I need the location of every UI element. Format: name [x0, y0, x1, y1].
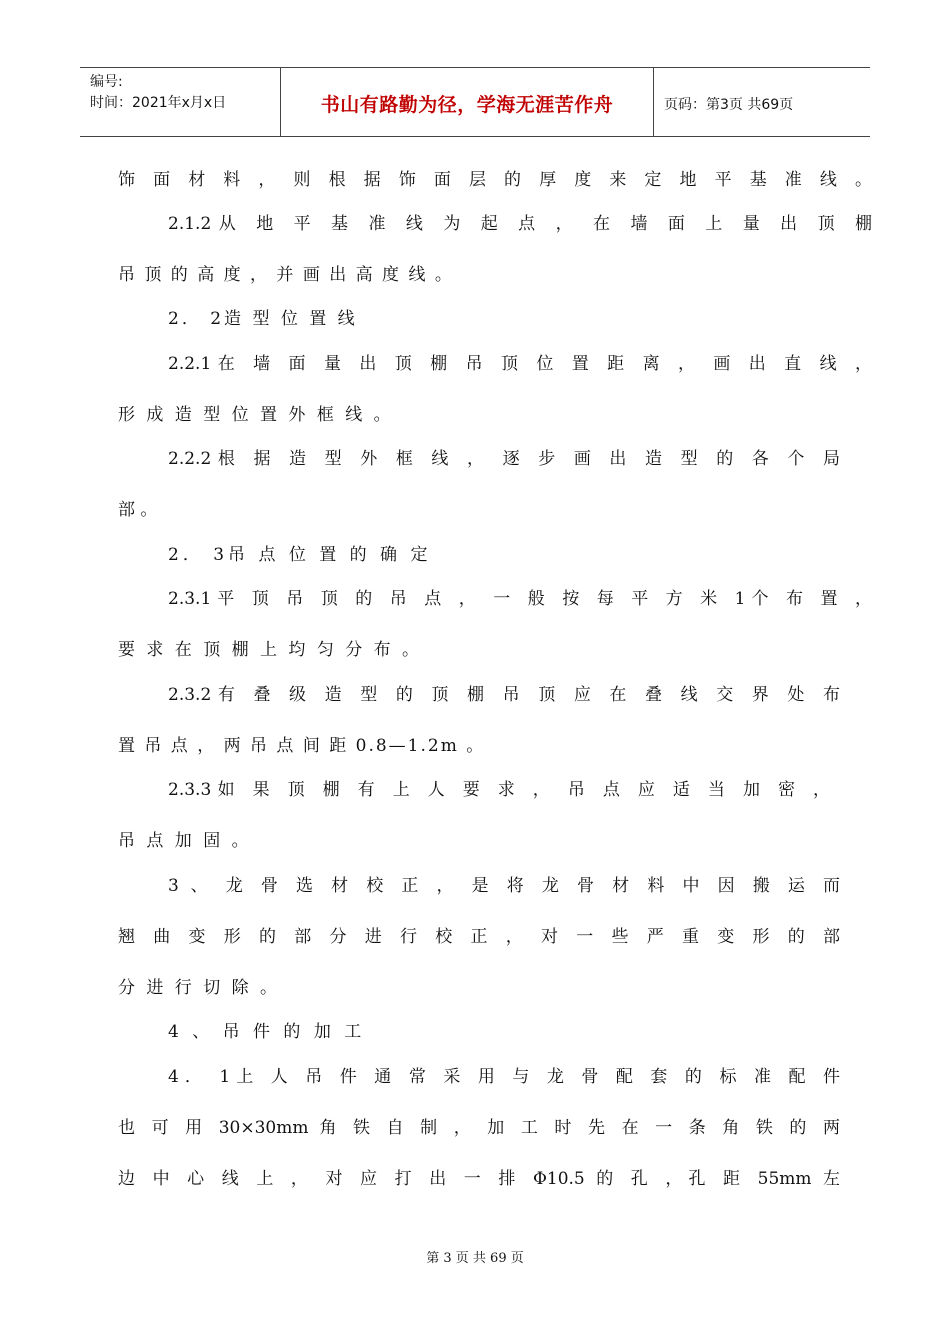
page-footer: 第 3 页 共 69 页	[426, 1251, 524, 1266]
body-line: 边 中 心 线 上 ， 对 应 打 出 一 排 Φ10.5 的 孔 ，孔 距 55mm 左	[118, 1169, 840, 1189]
header-page-info: 页码：第3页 共69页	[664, 97, 794, 113]
body-line: 2.2.1在 墙 面 量 出 顶 棚 吊 顶 位 置 距 离 ， 画 出 直 线 ，	[168, 354, 872, 374]
section-heading: 2． 3吊 点 位 置 的 确 定	[168, 545, 432, 565]
body-line: 置 吊 点 ， 两 吊 点 间 距 0.8—1.2m 。	[118, 736, 486, 756]
header-right-cell	[654, 68, 870, 136]
header-motto: 书山有路勤为径，学海无涯苦作舟	[320, 94, 614, 116]
body-line: 4． 1上 人 吊 件 通 常 采 用 与 龙 骨 配 套 的 标 准 配 件	[168, 1067, 840, 1087]
body-line: 饰 面 材 料 ， 则 根 据 饰 面 层 的 厚 度 来 定 地 平 基 准 线 。	[118, 170, 872, 190]
body-line: 2.3.3如 果 顶 棚 有 上 人 要 求 ， 吊 点 应 适 当 加 密 ，	[168, 780, 830, 800]
document-date-label: 时间：2021年x月x日	[90, 95, 227, 111]
document-number-label: 编号:	[90, 74, 123, 90]
header-left-cell	[80, 68, 281, 136]
page-header	[80, 67, 870, 137]
body-line: 2.3.2有 叠 级 造 型 的 顶 棚 吊 顶 应 在 叠 线 交 界 处 布	[168, 685, 840, 705]
body-line: 翘 曲 变 形 的 部 分 进 行 校 正 ， 对 一 些 严 重 变 形 的 部	[118, 927, 840, 947]
body-line: 部 。	[118, 500, 158, 520]
body-line: 2.3.1平 顶 吊 顶 的 吊 点 ， 一 般 按 每 平 方 米 1个 布 置 ，	[168, 589, 872, 609]
header-motto-cell	[281, 68, 654, 136]
body-line: 2.2.2根 据 造 型 外 框 线 ， 逐 步 画 出 造 型 的 各 个 局	[168, 449, 840, 469]
body-line: 也 可 用 30×30mm 角 铁 自 制 ， 加 工 时 先 在 一 条 角 铁 的 两	[118, 1118, 840, 1138]
section-heading: 4 、 吊 件 的 加 工	[168, 1022, 366, 1042]
body-line: 要 求 在 顶 棚 上 均 匀 分 布 。	[118, 640, 423, 660]
body-line: 形 成 造 型 位 置 外 框 线 。	[118, 405, 394, 425]
body-line: 2.1.2从 地 平 基 准 线 为 起 点 ， 在 墙 面 上 量 出 顶 棚	[168, 214, 872, 234]
body-line: 吊 顶 的 高 度 ， 并 画 出 高 度 线 。	[118, 265, 454, 285]
body-line: 3 、 龙 骨 选 材 校 正 ， 是 将 龙 骨 材 料 中 因 搬 运 而	[168, 876, 840, 896]
body-line: 吊 点 加 固 。	[118, 831, 252, 851]
body-line: 分 进 行 切 除 。	[118, 978, 281, 998]
section-heading: 2． 2造 型 位 置 线	[168, 309, 358, 329]
